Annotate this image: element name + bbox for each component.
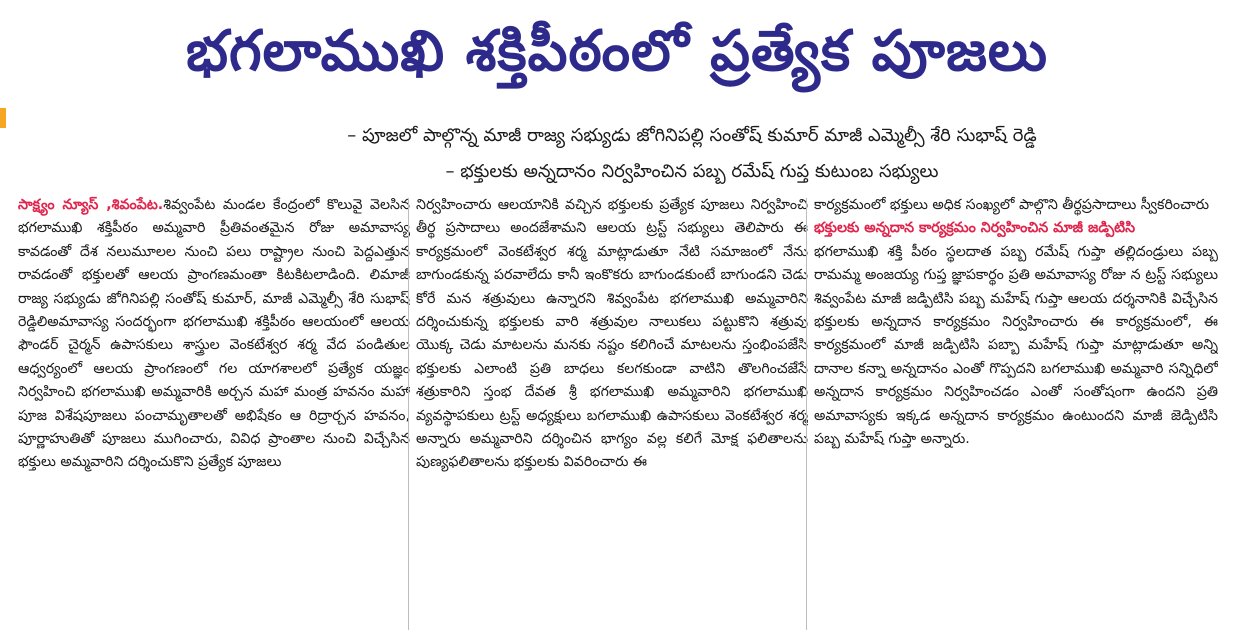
column-2-body: నిర్వహించారు ఆలయానికి వచ్చిన భక్తులకు ప్రత్యేక పూజలు నిర్వహించి తీర్థ ప్రసాదాలు అందజేశామని ఆలయ ట్రస్ట్ సభ్యులు తెలిపారు ఈ కార్యక్రమంలో వెంకటేశ్వర శర్మ మాట్లాడుతూ నేటి సమాజంలో నేను బాగుండకున్న పరవాలేదు కానీ ఇంకొకరు బాగుండకుంటే బాగుండని చెడు కోరే మన శత్రువులు ఉన్నారని శివ్వంపేట భగలాముఖి అమ్మవారిని దర్శించుకున్న భక్తులకు వారి శత్రువుల నాలుకలు పట్టుకొని శత్రువు యొక్క చెడు మాటలను మనకు నష్టం కలిగించే మాటలను స్తంభింపజేసి భక్తులకు ఎలాంటి ప్రతి బాధలు కలగకుండా వాటిని తొలగించజేసే శత్రుకారిని స్తంభ దేవత శ్రీ భగలాముఖి అమ్మవారిని భగలాముఖి వ్యవస్థాపకులు ట్రస్ట్ అధ్యక్షులు బగలాముఖి ఉపాసకులు వెంకటేశ్వర శర్మ అన్నారు అమ్మవారిని దర్శించిన భాగ్యం వల్ల కలిగే మోక్ష ఫలితాలను పుణ్యఫలితాలను భక్తులకు వివరించారు ఈ [416, 197, 808, 471]
headline: భగలాముఖి శక్తిపీఠంలో ప్రత్యేక పూజలు [186, 19, 1048, 84]
article-column-2 [416, 194, 808, 640]
column-divider-2 [806, 198, 807, 630]
subheadline-2: – భక్తులకు అన్నదానం నిర్వహించిన పబ్బ రమేష్ గుప్త కుటుంబ సభ్యులు [445, 161, 939, 182]
column-3-subhead: భక్తులకు అన్నదాన కార్యక్రమం నిర్వహించిన మాజీ జడ్పిటిసి [814, 220, 1136, 237]
subheadline-1: – పూజలో పాల్గొన్న మాజీ రాజ్య సభ్యుడు జోగినిపల్లి సంతోష్ కుమార్ మాజీ ఎమ్మెల్సీ శేరి సుభాష్ రెడ్డి [347, 125, 1037, 146]
column-3-intro: కార్యక్రమంలో భక్తులు అధిక సంఖ్యలో పాల్గొని తీర్థప్రసాదాలు స్వీకరించారు [814, 197, 1210, 213]
column-3-body: భగలాముఖి శక్తి పీఠం స్థలదాత పబ్బ రమేష్ గుప్తా తల్లిదండ్రులు పబ్బ రామమ్మ అంజయ్య గుప్త జ్ఞాపకార్థం ప్రతి అమావాస్య రోజు న ట్రస్ట్ సభ్యులు శివ్వంపేట మాజీ జడ్పిటిసి పబ్బ మహేష్ గుప్తా ఆలయ దర్శనానికి విచ్చేసిన భక్తులకు అన్నదాన కార్యక్రమం నిర్వహించారు ఈ కార్యక్రమంలో, ఈ కార్యక్రమంలో మాజీ జడ్పిటిసి పబ్బా మహేష్ గుప్తా మాట్లాడుతూ అన్ని దానాల కన్నా అన్నదానం ఎంతో గొప్పదని బగలాముఖి అమ్మవారి సన్నిధిలో అన్నదాన కార్యక్రమం నిర్వహించడం ఎంతో సంతోషంగా ఉందని ప్రతి అమావాస్యకు ఇక్కడ అన్నదాన కార్యక్రమం ఉంటుందని మాజీ జెడ్పిటిసి పబ్బ మహేష్ గుప్తా అన్నారు. [814, 243, 1218, 448]
article-column-1 [18, 194, 410, 640]
article-column-3 [814, 194, 1218, 640]
column-divider-1 [408, 198, 409, 630]
column-1-body: శివ్వంపేట మండల కేంద్రంలో కొలువై వెలసిన భగలాముఖి శక్తిపీఠం అమ్మవారి ప్రీతివంతమైన రోజు అమావాస్య కావడంతో దేశ నలుమూలల నుంచి పలు రాష్ట్రాల నుంచి పెద్దఎత్తున రావడంతో భక్తులతో ఆలయ ప్రాంగణమంతా కిటకిటలాడింది. లిమాజీ రాజ్య సభ్యుడు జోగినిపల్లి సంతోష్ కుమార్, మాజీ ఎమ్మెల్సీ శేరి సుభాష్ రెడ్డిలిఅమావాస్య సందర్భంగా భగలాముఖి శక్తిపీఠం ఆలయంలో ఆలయ ఫౌండర్ చైర్మన్ ఉపాసకులు శాస్త్రుల వెంకటేశ్వర శర్మ వేద పండితుల ఆధ్వర్యంలో ఆలయ ప్రాంగణంలో గల యాగశాలలో ప్రత్యేక యజ్ఞం నిర్వహించి భగలాముఖి అమ్మవారికి అర్చన మహా మంత్ర హవనం మహా పూజ విశేషపూజలు పంచామృతాలతో అభిషేకం ఆ రిద్రార్చన హవనం, పూర్ణాహుతితో పూజలు ముగించారు, వివిధ ప్రాంతాల నుంచి విచ్చేసిన భక్తులు అమ్మవారిని దర్శించుకొని ప్రత్యేక పూజలు [18, 197, 410, 471]
column-1-text [18, 194, 410, 475]
dateline: సాక్ష్యం న్యూస్ ,శివంపేట. [18, 197, 164, 213]
